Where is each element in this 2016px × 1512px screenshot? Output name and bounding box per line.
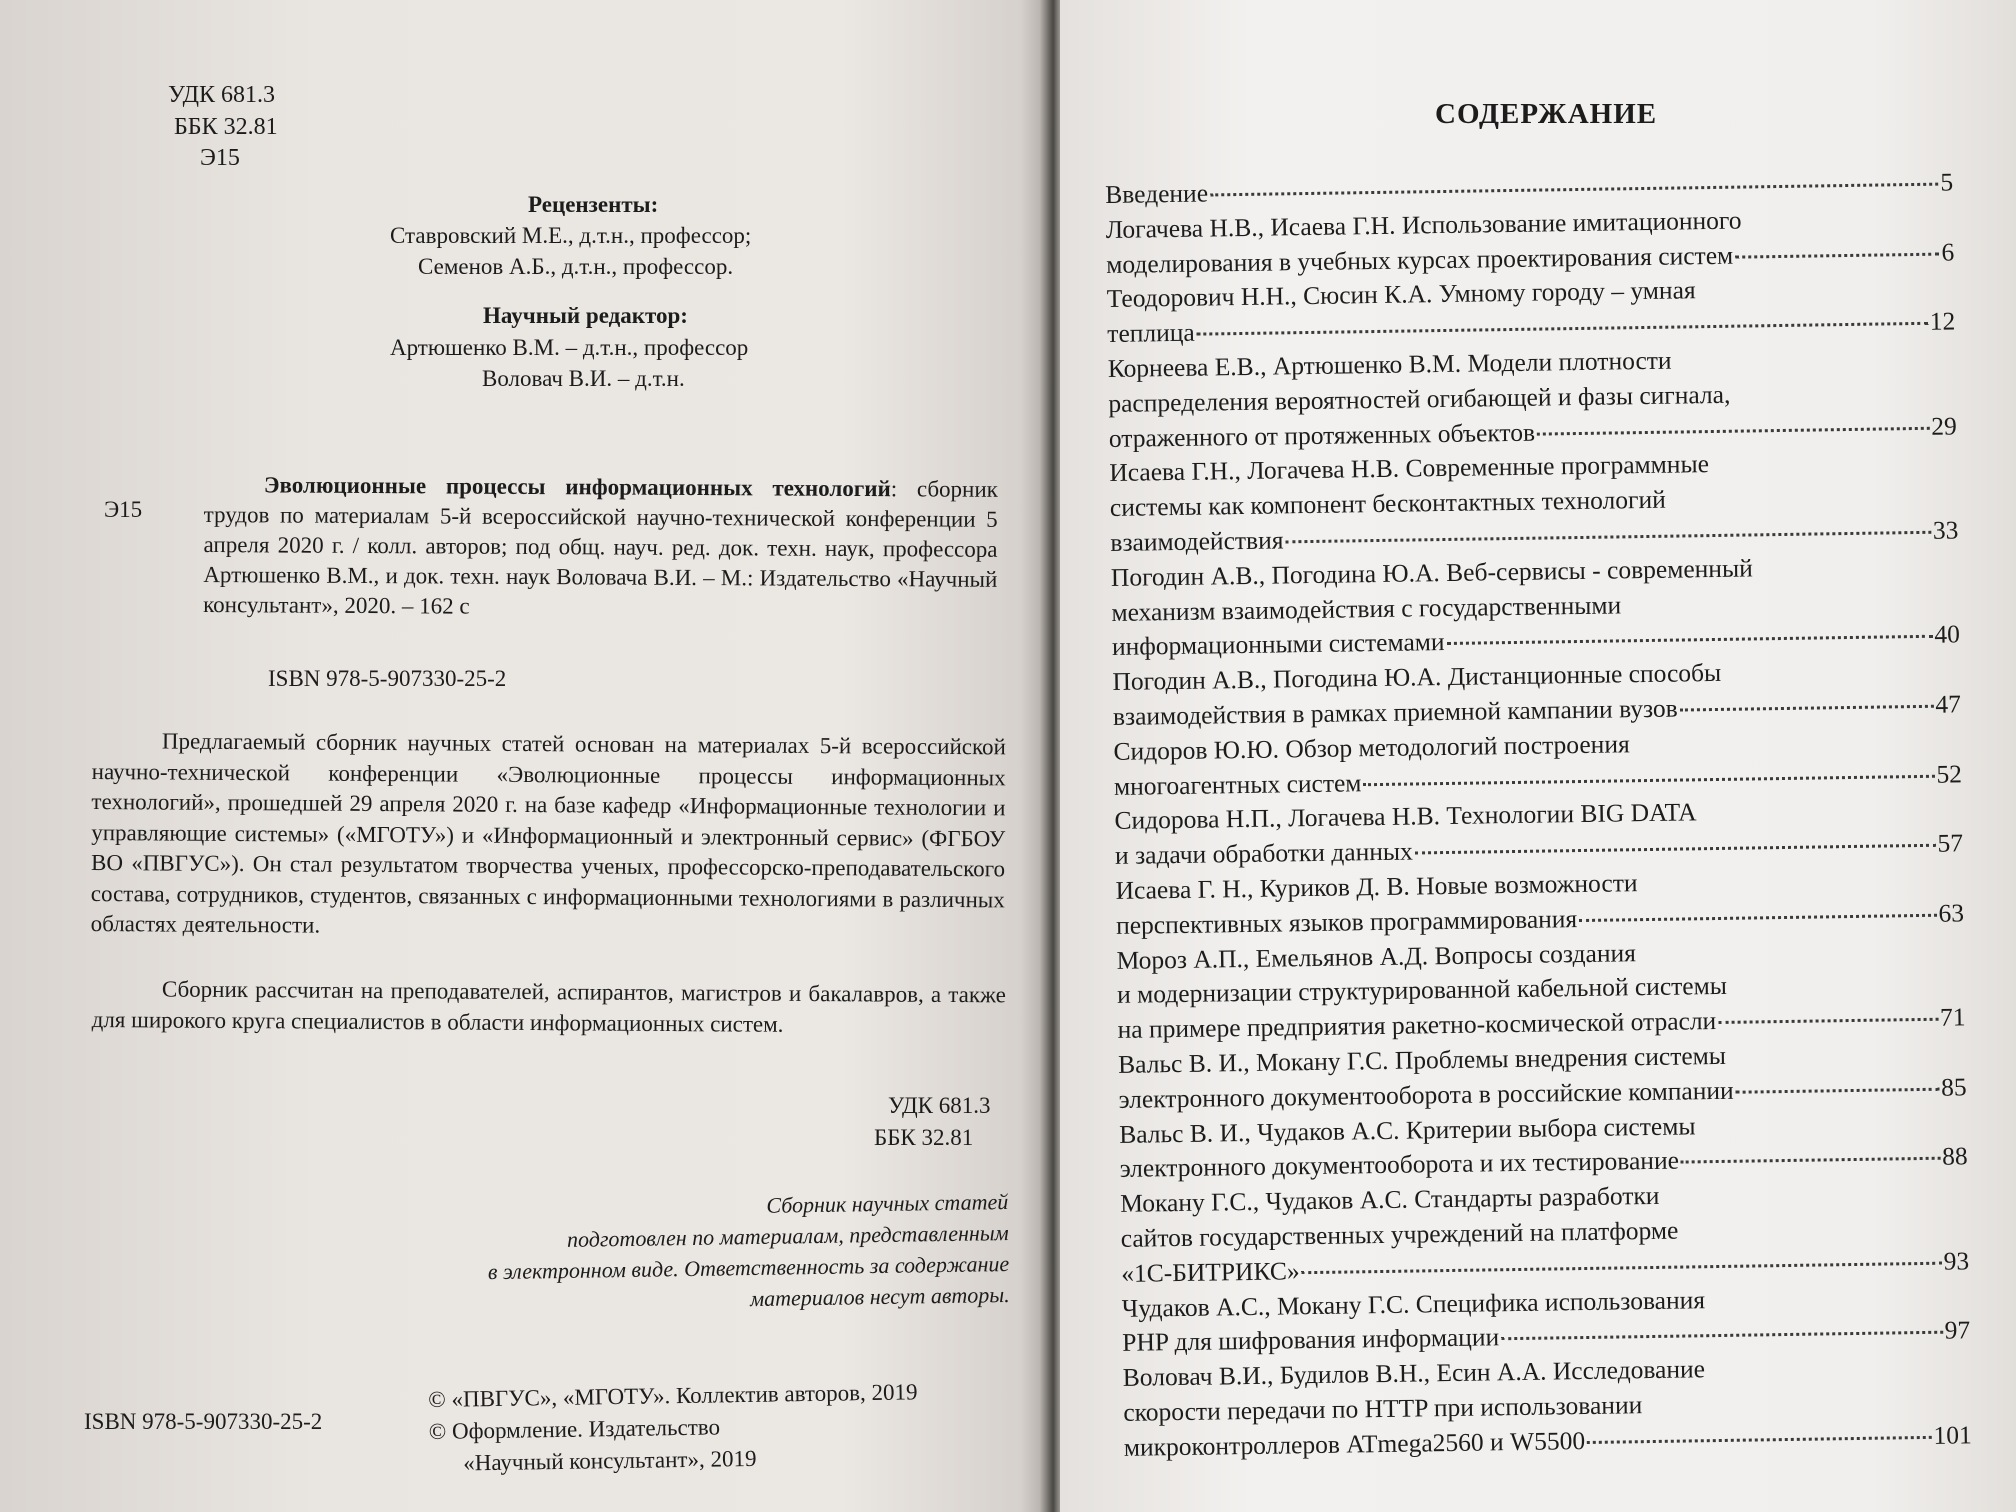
toc-entry-line: Исаева Г. Н., Куриков Д. В. Новые возможности xyxy=(1115,868,1638,905)
toc-entry-line: Чудаков А.С., Мокану Г.С. Специфика использования xyxy=(1121,1284,1706,1323)
toc-entry-line: распределения вероятностей огибающей и фазы сигнала, xyxy=(1108,379,1731,418)
toc-entry xyxy=(1107,270,1956,352)
toc-entry-line: сайтов государственных учреждений на платформе xyxy=(1120,1215,1679,1253)
toc-entry-title-end: многоагентных систем xyxy=(1113,767,1362,801)
toc-entry-title-end: Введение xyxy=(1105,178,1209,209)
toc-entry-title-end: «1С-БИТРИКС» xyxy=(1121,1255,1300,1288)
toc-entry xyxy=(1116,931,1965,1048)
toc-entry-line: механизм взаимодействия с государственными xyxy=(1111,589,1622,627)
bbk-code-bottom: ББК 32.81 xyxy=(874,1125,974,1150)
toc-dot-leader xyxy=(1363,774,1934,785)
toc-entry-line: Сидорова Н.П., Логачева Н.В. Технологии BIG DATA xyxy=(1114,797,1697,836)
reviewers-heading: Рецензенты: xyxy=(528,192,659,217)
toc-page-number: 101 xyxy=(1933,1419,1972,1450)
toc-dot-leader xyxy=(1680,705,1934,712)
copyright-line: © «ПВГУС», «МГОТУ». Коллектив авторов, 2019 xyxy=(428,1379,918,1412)
toc-entry xyxy=(1115,861,1964,943)
note-line: подготовлен по материалам, представленным xyxy=(566,1219,1009,1252)
toc-page-number: 97 xyxy=(1944,1315,1971,1345)
toc-entry xyxy=(1109,444,1958,561)
toc-entry-title-end: информационными системами xyxy=(1111,627,1445,662)
toc-dot-leader xyxy=(1210,183,1938,197)
toc-entry-title-end: микроконтроллеров ATmega2560 и W5500 xyxy=(1123,1425,1586,1462)
annotation-paragraph: Сборник рассчитан на преподавателей, аспирантов, магистров и бакалавров, а также для широкого круга специалистов в области информационных систем. xyxy=(91,976,1006,1037)
toc-page-number: 47 xyxy=(1935,689,1962,719)
toc-page-number: 12 xyxy=(1929,306,1956,336)
udk-code: УДК 681.3 xyxy=(168,82,275,108)
editor-line: Воловач В.И. – д.т.н. xyxy=(482,366,685,391)
table-of-contents xyxy=(1105,165,1972,1465)
toc-entry xyxy=(1122,1279,1971,1361)
toc-entry-line: скорости передачи по HTTP при использовании xyxy=(1123,1390,1643,1427)
author-mark: Э15 xyxy=(200,145,240,171)
toc-page-number: 71 xyxy=(1939,1002,1966,1032)
toc-entry-line: Логачева Н.В., Исаева Г.Н. Использование имитационного xyxy=(1105,205,1742,244)
toc-page-number: 6 xyxy=(1941,237,1955,267)
toc-entry-title-end: отраженного от протяженных объектов xyxy=(1108,417,1536,453)
toc-page-number: 5 xyxy=(1940,167,1954,197)
toc-dot-leader xyxy=(1447,635,1933,645)
toc-entry-line: Исаева Г.Н., Логачева Н.В. Современные программные xyxy=(1109,449,1710,488)
toc-entry-title-end: взаимодействия в рамках приемной кампании вузов xyxy=(1112,693,1678,731)
contents-title: СОДЕРЖАНИЕ xyxy=(1435,98,1658,130)
toc-dot-leader xyxy=(1537,426,1929,435)
note-line: в электронном виде. Ответственность за содержание xyxy=(487,1250,1010,1285)
toc-page-number: 93 xyxy=(1943,1246,1970,1276)
isbn-bottom: ISBN 978-5-907330-25-2 xyxy=(84,1409,323,1434)
toc-dot-leader xyxy=(1501,1331,1943,1341)
toc-entry xyxy=(1114,792,1963,874)
toc-page-number: 52 xyxy=(1936,758,1963,789)
toc-entry-line: Сидоров Ю.Ю. Обзор методологий построения xyxy=(1113,729,1630,766)
copyright-line: «Научный консультант», 2019 xyxy=(463,1445,757,1476)
responsibility-note xyxy=(330,1186,1010,1321)
editor-line: Артюшенко В.М. – д.т.н., профессор xyxy=(390,335,749,360)
editor-heading: Научный редактор: xyxy=(483,303,688,328)
toc-entry xyxy=(1111,548,1960,665)
toc-entry xyxy=(1106,200,1955,282)
toc-entry-title-end: на примере предприятия ракетно-космической отрасли xyxy=(1117,1006,1717,1045)
toc-entry-line: Вальс В. И., Мокану Г.С. Проблемы внедрения системы xyxy=(1117,1040,1727,1079)
reviewer-line: Семенов А.Б., д.т.н., профессор. xyxy=(418,254,734,279)
toc-dot-leader xyxy=(1736,1087,1939,1093)
toc-entry-line: Мокану Г.С., Чудаков А.С. Стандарты разработки xyxy=(1119,1180,1660,1218)
toc-entry-line: Погодин А.В., Погодина Ю.А. Веб-сервисы - современный xyxy=(1110,553,1753,592)
toc-page-number: 85 xyxy=(1940,1072,1967,1102)
copyright-block xyxy=(428,1376,919,1480)
toc-dot-leader xyxy=(1587,1436,1931,1444)
note-line: материалов несут авторы. xyxy=(749,1281,1010,1312)
book-title: Эволюционные процессы информационных технологий xyxy=(263,472,891,502)
toc-dot-leader xyxy=(1579,913,1936,921)
toc-entry-line: Мороз А.П., Емельянов А.Д. Вопросы создания xyxy=(1116,937,1637,975)
toc-entry-title-end: электронного документооборота в российские компании xyxy=(1118,1075,1734,1114)
toc-entry xyxy=(1118,1035,1967,1117)
toc-entry-line: Погодин А.В., Погодина Ю.А. Дистанционные способы xyxy=(1112,658,1722,697)
toc-page-number: 29 xyxy=(1931,410,1957,441)
udk-code-bottom: УДК 681.3 xyxy=(888,1093,991,1118)
toc-dot-leader xyxy=(1302,1261,1942,1273)
bibliographic-description xyxy=(203,470,998,625)
toc-entry-title-end: перспективных языков программирования xyxy=(1115,903,1578,940)
toc-page-number: 88 xyxy=(1941,1141,1968,1172)
toc-entry-title-end: взаимодействия xyxy=(1110,525,1284,557)
description-text: : сборник трудов по материалам 5-й всероссийской научно-технической конференции 5 апреля 2020 г. / колл. авторов; под общ. науч. ред. док. техн. наук, профессора Артюшенко В.М., и док. техн. наук Воловача В.И. – М.: Издательство «Научный консультант», 2020. – 162 с xyxy=(203,476,998,619)
note-line: Сборник научных статей xyxy=(766,1188,1009,1218)
toc-entry-line: Воловач В.И., Будилов В.Н., Есин А.А. Исследование xyxy=(1122,1354,1706,1392)
toc-entry-line: Вальс В. И., Чудаков А.С. Критерии выбора системы xyxy=(1118,1110,1696,1149)
toc-entry xyxy=(1108,339,1957,456)
toc-page-number: 40 xyxy=(1934,619,1961,650)
toc-entry xyxy=(1119,1105,1968,1187)
toc-page-number: 57 xyxy=(1937,828,1964,858)
toc-page-number: 33 xyxy=(1932,515,1959,545)
toc-entry-title-end: PHP для шифрования информации xyxy=(1122,1322,1500,1358)
toc-entry-title-end: моделирования в учебных курсах проектирования систем xyxy=(1106,240,1734,279)
bbk-code: ББК 32.81 xyxy=(174,114,278,140)
reviewer-line: Ставровский М.Е., д.т.н., профессор; xyxy=(390,223,752,248)
toc-entry-line: Корнеева Е.В., Артюшенко В.М. Модели плотности xyxy=(1107,345,1672,383)
toc-entry xyxy=(1112,653,1961,735)
toc-dot-leader xyxy=(1735,252,1939,258)
toc-dot-leader xyxy=(1197,322,1928,336)
toc-dot-leader xyxy=(1415,844,1936,855)
toc-entry xyxy=(1123,1348,1972,1465)
annotation-paragraph: Предлагаемый сборник научных статей основан на материалах 5-й всероссийской научно-технической конференции «Эволюционные процессы информационных технологий», прошедшей 29 апреля 2020 г. на базе кафедр «Информационные технологии и управляющие системы» («МГОТУ») и «Информационный и электронный сервис» (ФГБОУ ВО «ПВГУС»). Он стал результатом творчества ученых, профессорско-преподавательского состава, сотрудников, студентов, связанных с информационными технологиями в различных областях деятельности. xyxy=(90,728,1006,938)
toc-dot-leader xyxy=(1285,531,1930,544)
toc-entry-title-end: теплица xyxy=(1107,317,1195,349)
copyright-line: © Оформление. Издательство xyxy=(428,1414,721,1444)
toc-entry-title-end: электронного документооборота и их тестирование xyxy=(1119,1145,1680,1184)
isbn-middle: ISBN 978-5-907330-25-2 xyxy=(268,666,507,691)
toc-dot-leader xyxy=(1718,1018,1938,1024)
toc-entry-line: Теодорович Н.Н., Сюсин К.А. Умному городу – умная xyxy=(1106,275,1696,314)
toc-entry xyxy=(1113,722,1962,804)
toc-dot-leader xyxy=(1681,1157,1940,1164)
toc-entry-line: и модернизации структурированной кабельной системы xyxy=(1116,971,1728,1010)
toc-entry-title-end: и задачи обработки данных xyxy=(1114,836,1413,871)
toc-entry xyxy=(1120,1174,1969,1291)
toc-entry-line: системы как компонент бесконтактных технологий xyxy=(1109,484,1666,523)
toc-page-number: 63 xyxy=(1938,898,1965,928)
margin-author-mark: Э15 xyxy=(104,497,143,522)
